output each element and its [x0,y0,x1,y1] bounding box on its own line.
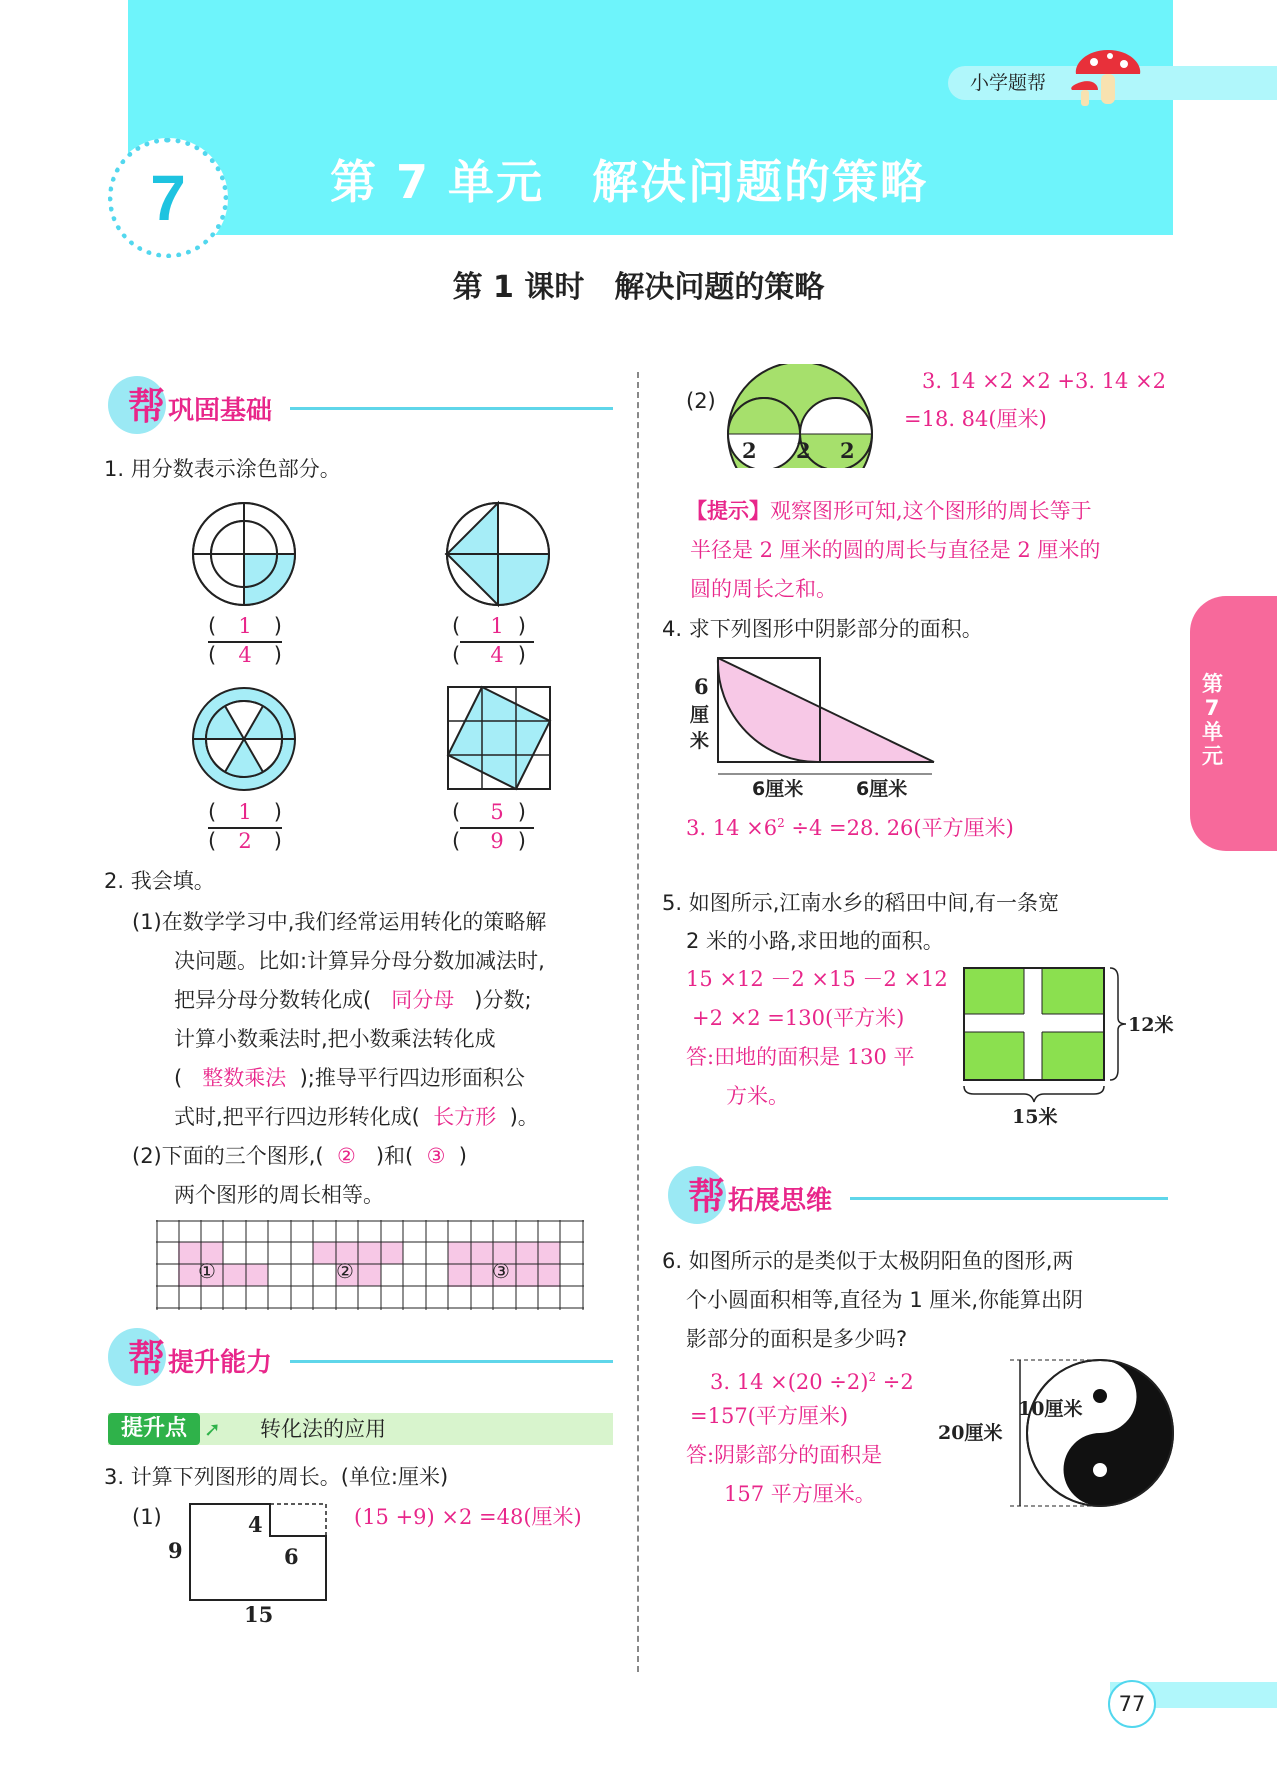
q5-label-width: 15米 [1012,1106,1058,1128]
section-rule [850,1197,1168,1200]
tip-tag-text: 转化法的应用 [260,1417,386,1441]
q3-p2-label: (2) [686,389,716,413]
section-rule [290,1360,613,1363]
q6-label-big: 20厘米 [938,1422,1003,1444]
q1-figure-4 [446,685,552,791]
side-tab-label: 第7单元 [1202,672,1223,768]
q6-answer-line1: 3. $14 \times(20 \div 2)^2 \div 2$ [710,1370,914,1394]
section-title-expand: 拓展思维 [728,1186,833,1216]
q3-hint-line2: 半径是 2 厘米的圆的周长与直径是 2 厘米的 [690,538,1101,562]
q1-answer-4: ( 5 ) ( 9 ) [452,798,542,856]
q2-p1-line4: 计算小数乘法时,把小数乘法转化成 [174,1027,496,1051]
banner-wave [128,210,1173,250]
section-title-basics: 巩固基础 [168,396,273,426]
q5-line2: 2 米的小路,求田地的面积。 [686,929,944,953]
q3-p1-dim-notch-h: 4 [248,1512,263,1537]
q3-p2-dim-2: 2 [796,438,811,463]
q5-answer-line2: +2 ×2 =130(平方米) [692,1006,905,1030]
section-title-ability: 提升能力 [168,1348,273,1378]
q2-p1-line1: (1)在数学学习中,我们经常运用转化的策略解 [132,910,547,934]
q4-label-width-2: 6厘米 [856,778,908,800]
unit-title: 第 7 单元 解决问题的策略 [330,155,929,209]
q6-line1: 6. 如图所示的是类似于太极阴阳鱼的图形,两 [662,1249,1074,1273]
q1-figure-3 [190,685,298,793]
q5-answer-line4: 方米。 [726,1084,789,1108]
q2-p2-line2: 两个图形的周长相等。 [174,1183,384,1207]
page-number: 77 [1108,1680,1156,1728]
unit-number: 7 [150,162,186,234]
q3-p1-label: (1) [132,1505,162,1529]
tip-tag-label: 提升点 [108,1413,200,1445]
q1-answer-1: ( 1 ) ( 4 ) [208,614,282,667]
q3-p2-dim-3: 2 [840,438,855,463]
q6-answer-line3: 答:阴影部分的面积是 [686,1443,883,1467]
arrow-icon: ➚ [204,1417,221,1441]
q3-p1-dim-h: 9 [168,1538,183,1563]
q4-label-height-2: 厘 [690,704,710,726]
q6-label-small: 10厘米 [1018,1398,1083,1420]
q2-p1-line3: 把异分母分数转化成( 同分母 )分数; [174,988,532,1012]
q2-p1-line2: 决问题。比如:计算异分母分数加减法时, [174,949,545,973]
grid-label-1: ① [198,1259,216,1283]
q1-figure-2 [444,500,552,608]
q1-text: 1. 用分数表示涂色部分。 [104,457,341,481]
q1-answer-3: ( 1 ) ( 2 ) [208,800,282,853]
q6-line2: 个小圆面积相等,直径为 1 厘米,你能算出阴 [686,1288,1084,1312]
q3-p2-dim-1: 2 [742,438,757,463]
q2-p1-line6: 式时,把平行四边形转化成( 长方形 )。 [174,1105,539,1129]
q3-p1-answer: (15 +9) ×2 =48(厘米) [354,1505,582,1529]
q1-answer-2: ( 1 ) ( 4 ) [452,612,542,670]
grid-label-2: ② [336,1259,354,1283]
q2-p1-line5: ( 整数乘法 );推导平行四边形面积公 [174,1066,525,1090]
q3-p1-dim-w: 15 [244,1602,274,1627]
q3-hint-line1: 【提示】观察图形可知,这个图形的周长等于 [686,498,1092,523]
q2-p2-line1: (2)下面的三个图形,( ② )和( ③ ) [132,1144,467,1168]
q1-figure-1 [190,500,298,608]
q5-label-height: 12米 [1128,1014,1174,1036]
q6-answer-line4: 157 平方厘米。 [724,1482,876,1506]
q3-text: 3. 计算下列图形的周长。(单位:厘米) [104,1465,449,1489]
q3-p1-dim-notch-w: 6 [284,1544,299,1569]
q6-yinyang-figure [1004,1358,1174,1508]
section-badge-char: 帮 [688,1175,725,1218]
q6-answer-line2: =157(平方厘米) [690,1404,849,1428]
q5-answer-line1: 15 ×12 －2 ×15 －2 ×12 [686,967,948,991]
q5-answer-line3: 答:田地的面积是 130 平 [686,1045,915,1069]
q2-text: 2. 我会填。 [104,869,215,893]
q6-line3: 影部分的面积是多少吗? [686,1327,908,1351]
q2-grid-figure [156,1220,584,1310]
mushroom-icon [1068,42,1148,116]
section-badge-char: 帮 [128,385,165,428]
q4-label-height-1: 6 [694,674,709,699]
lesson-title: 第 1 课时 解决问题的策略 [452,270,825,305]
q5-line1: 5. 如图所示,江南水乡的稻田中间,有一条宽 [662,891,1060,915]
q3-p2-answer-line2: =18. 84(厘米) [904,407,1047,431]
section-rule [290,407,613,410]
section-badge-char: 帮 [128,1337,165,1380]
q4-text: 4. 求下列图形中阴影部分的面积。 [662,617,983,641]
q4-figure [716,656,938,778]
brand-name: 小学题帮 [970,72,1047,94]
column-divider [637,372,639,1672]
grid-label-3: ③ [492,1259,510,1283]
q3-hint-line3: 圆的周长之和。 [690,577,837,601]
q4-answer: 3. $14 \times 6^2 \div 4 =28$. 26(平方厘米) [686,816,1014,840]
q4-label-width-1: 6厘米 [752,778,804,800]
q4-label-height-3: 米 [690,730,710,752]
q3-p2-answer-line1: 3. 14 ×2 ×2 +3. 14 ×2 [922,369,1167,393]
